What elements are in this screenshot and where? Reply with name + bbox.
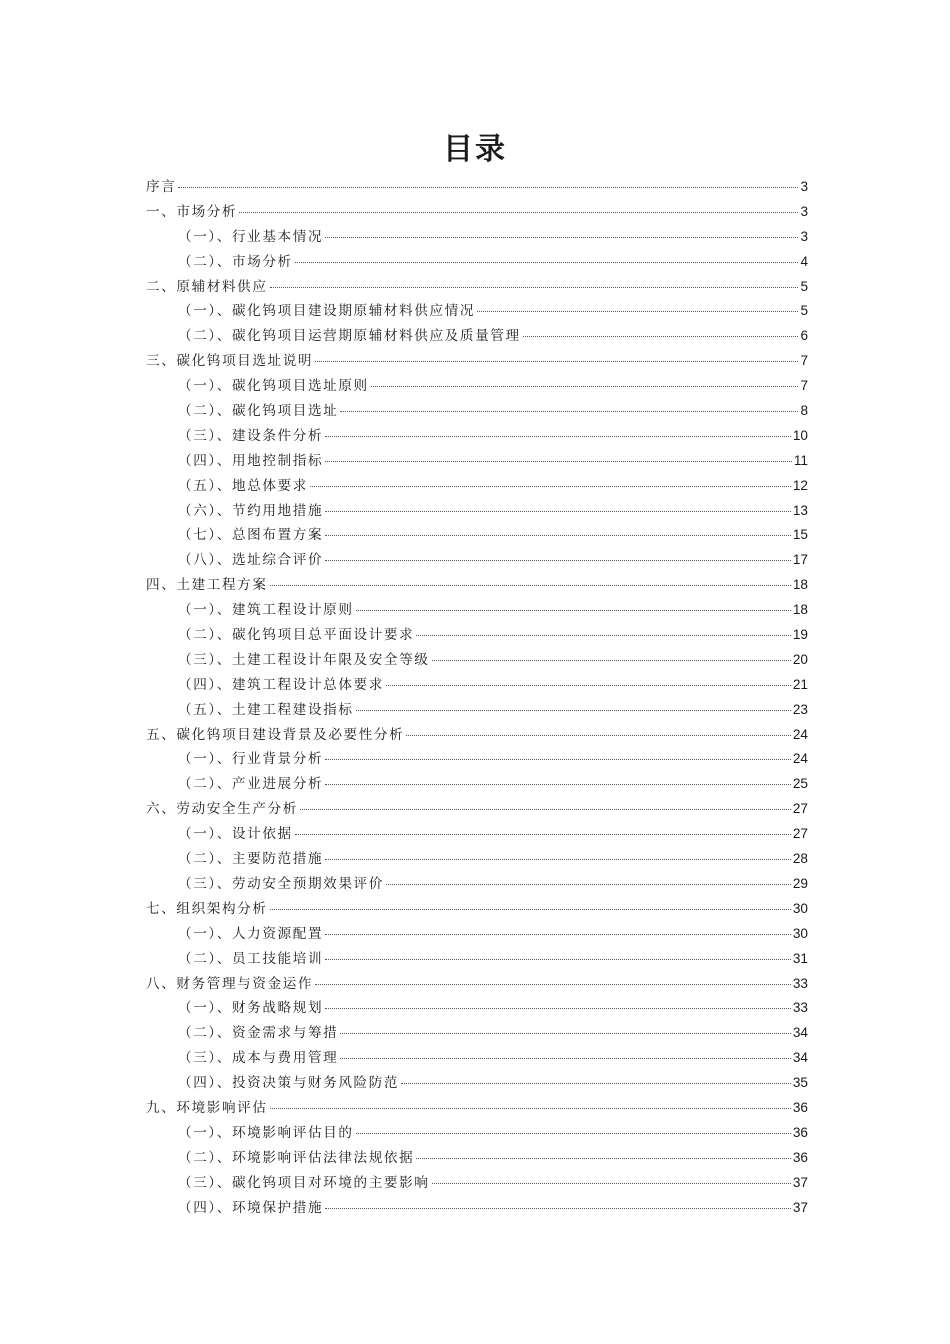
toc-subentry[interactable] (146, 1071, 808, 1096)
toc-dot-leader (315, 361, 798, 362)
toc-dot-leader (386, 884, 791, 885)
toc-entry-label: （四）、投资决策与财务风险防范 (178, 1075, 400, 1092)
toc-entry-label: （八）、选址综合评价 (178, 552, 324, 569)
toc-dot-leader (325, 934, 791, 935)
toc-page-number: 8 (800, 403, 808, 419)
toc-subentry[interactable] (146, 424, 808, 449)
toc-dot-leader (325, 237, 798, 238)
toc-dot-leader (325, 959, 791, 960)
toc-entry[interactable] (146, 275, 808, 300)
toc-entry-label: （一）、设计依据 (178, 826, 293, 843)
toc-subentry[interactable] (146, 299, 808, 324)
toc-page-number: 4 (800, 253, 808, 269)
toc-entry-label: （一）、碳化钨项目选址原则 (178, 378, 369, 395)
toc-page-number: 3 (800, 203, 808, 219)
toc-entry-label: （一）、人力资源配置 (178, 925, 324, 942)
toc-entry-label: 二、原辅材料供应 (146, 278, 268, 295)
toc-entry[interactable] (146, 349, 808, 374)
toc-dot-leader (178, 187, 798, 188)
toc-entry[interactable] (146, 897, 808, 922)
toc-dot-leader (401, 1083, 791, 1084)
toc-entry-label: 七、组织架构分析 (146, 900, 268, 917)
toc-entry-label: （一）、碳化钨项目建设期原辅材料供应情况 (178, 303, 476, 320)
toc-entry-label: （一）、环境影响评估目的 (178, 1124, 354, 1141)
toc-page-number: 34 (792, 1050, 808, 1066)
toc-subentry[interactable] (146, 772, 808, 797)
toc-page-number: 35 (792, 1075, 808, 1091)
toc-page-number: 13 (792, 502, 808, 518)
toc-entry[interactable] (146, 797, 808, 822)
toc-dot-leader (315, 984, 791, 985)
toc-dot-leader (325, 784, 791, 785)
toc-dot-leader (270, 585, 791, 586)
toc-page-number: 10 (792, 427, 808, 443)
toc-entry-label: （四）、建筑工程设计总体要求 (178, 676, 384, 693)
toc-page-number: 29 (792, 875, 808, 891)
toc-dot-leader (416, 1158, 791, 1159)
toc-subentry[interactable] (146, 922, 808, 947)
toc-entry-label: （三）、碳化钨项目对环境的主要影响 (178, 1174, 430, 1191)
toc-subentry[interactable] (146, 1046, 808, 1071)
toc-page-number: 37 (792, 1199, 808, 1215)
toc-entry-label: 五、碳化钨项目建设背景及必要性分析 (146, 726, 405, 743)
toc-entry-label: （六）、节约用地措施 (178, 502, 324, 519)
toc-dot-leader (371, 386, 799, 387)
toc-page-number: 6 (800, 328, 808, 344)
toc-page-number: 36 (792, 1149, 808, 1165)
toc-subentry[interactable] (146, 623, 808, 648)
toc-dot-leader (416, 635, 791, 636)
toc-subentry[interactable] (146, 1171, 808, 1196)
toc-entry-label: （五）、地总体要求 (178, 477, 308, 494)
toc-entry-label: （四）、用地控制指标 (178, 452, 324, 469)
toc-page-number: 31 (792, 950, 808, 966)
toc-dot-leader (523, 336, 799, 337)
toc-dot-leader (340, 1058, 791, 1059)
toc-dot-leader (295, 262, 799, 263)
toc-page-number: 7 (800, 378, 808, 394)
toc-page-number: 33 (792, 975, 808, 991)
toc-dot-leader (406, 735, 791, 736)
toc-subentry[interactable] (146, 225, 808, 250)
toc-page-number: 5 (800, 278, 808, 294)
toc-dot-leader (432, 1183, 791, 1184)
toc-entry-label: 四、土建工程方案 (146, 577, 268, 594)
toc-entry-label: 九、环境影响评估 (146, 1099, 268, 1116)
toc-page-number: 36 (792, 1099, 808, 1115)
toc-entry-label: 八、财务管理与资金运作 (146, 975, 314, 992)
toc-subentry[interactable] (146, 374, 808, 399)
toc-entry-label: （二）、环境影响评估法律法规依据 (178, 1149, 415, 1166)
toc-page-number: 18 (792, 602, 808, 618)
toc-entry[interactable] (146, 175, 808, 200)
toc-page-number: 36 (792, 1124, 808, 1140)
toc-entry-label: （二）、碳化钨项目选址 (178, 403, 339, 420)
toc-dot-leader (432, 660, 791, 661)
toc-subentry[interactable] (146, 449, 808, 474)
toc-entry[interactable] (146, 972, 808, 997)
toc-subentry[interactable] (146, 1146, 808, 1171)
toc-subentry[interactable] (146, 747, 808, 772)
toc-dot-leader (325, 759, 791, 760)
toc-page-number: 17 (792, 552, 808, 568)
toc-page-number: 27 (792, 801, 808, 817)
toc-entry[interactable] (146, 723, 808, 748)
toc-subentry[interactable] (146, 1196, 808, 1221)
toc-dot-leader (386, 685, 791, 686)
toc-entry-label: 三、碳化钨项目选址说明 (146, 353, 314, 370)
toc-page-number: 15 (792, 527, 808, 543)
toc-page-number: 24 (792, 751, 808, 767)
table-of-contents (146, 175, 808, 1220)
toc-subentry[interactable] (146, 399, 808, 424)
toc-entry[interactable] (146, 1096, 808, 1121)
toc-entry[interactable] (146, 573, 808, 598)
toc-dot-leader (356, 610, 791, 611)
toc-page-number: 7 (800, 353, 808, 369)
toc-subentry[interactable] (146, 598, 808, 623)
toc-subentry[interactable] (146, 548, 808, 573)
toc-subentry[interactable] (146, 822, 808, 847)
toc-entry-label: （五）、土建工程建设指标 (178, 701, 354, 718)
toc-subentry[interactable] (146, 474, 808, 499)
toc-subentry[interactable] (146, 499, 808, 524)
toc-entry-label: （三）、建设条件分析 (178, 427, 324, 444)
toc-dot-leader (239, 212, 798, 213)
toc-dot-leader (270, 287, 799, 288)
toc-page-number: 5 (800, 303, 808, 319)
toc-page-number: 30 (792, 925, 808, 941)
toc-dot-leader (477, 311, 798, 312)
toc-entry-label: （二）、碳化钨项目总平面设计要求 (178, 627, 415, 644)
toc-entry-label: 六、劳动安全生产分析 (146, 801, 298, 818)
toc-page-number: 37 (792, 1174, 808, 1190)
toc-entry-label: （二）、市场分析 (178, 253, 293, 270)
toc-page-number: 19 (792, 627, 808, 643)
toc-page-number: 21 (792, 676, 808, 692)
toc-entry-label: （三）、土建工程设计年限及安全等级 (178, 651, 430, 668)
toc-page-number: 28 (792, 851, 808, 867)
toc-subentry[interactable] (146, 996, 808, 1021)
toc-dot-leader (325, 511, 791, 512)
toc-dot-leader (270, 1108, 791, 1109)
toc-page-number: 12 (792, 477, 808, 493)
toc-subentry[interactable] (146, 648, 808, 673)
toc-page-number: 24 (792, 726, 808, 742)
toc-dot-leader (325, 1008, 791, 1009)
toc-subentry[interactable] (146, 872, 808, 897)
toc-page-number: 25 (792, 776, 808, 792)
toc-entry-label: （二）、碳化钨项目运营期原辅材料供应及质量管理 (178, 328, 521, 345)
toc-page-number: 33 (792, 1000, 808, 1016)
toc-page-number: 27 (792, 826, 808, 842)
toc-entry-label: 一、市场分析 (146, 203, 238, 220)
toc-page-number: 3 (800, 179, 808, 194)
toc-entry-label: （七）、总图布置方案 (178, 527, 324, 544)
toc-entry-label: （二）、资金需求与筹措 (178, 1025, 339, 1042)
toc-page-number: 30 (792, 900, 808, 916)
toc-subentry[interactable] (146, 673, 808, 698)
toc-entry-label: （二）、员工技能培训 (178, 950, 324, 967)
toc-subentry[interactable] (146, 1121, 808, 1146)
toc-entry-label: （一）、建筑工程设计原则 (178, 602, 354, 619)
toc-dot-leader (340, 1033, 791, 1034)
toc-dot-leader (356, 1133, 791, 1134)
toc-dot-leader (325, 461, 792, 462)
toc-dot-leader (340, 411, 798, 412)
toc-dot-leader (325, 560, 791, 561)
toc-subentry[interactable] (146, 947, 808, 972)
toc-page-number: 20 (792, 651, 808, 667)
toc-entry-label: （四）、环境保护措施 (178, 1199, 324, 1216)
toc-entry-label: （一）、财务战略规划 (178, 1000, 324, 1017)
toc-entry-label: 序言 (146, 179, 177, 195)
toc-subentry[interactable] (146, 698, 808, 723)
toc-dot-leader (300, 809, 791, 810)
toc-page-number: 34 (792, 1025, 808, 1041)
toc-page-number: 18 (792, 577, 808, 593)
page-title: 目录 (443, 132, 507, 167)
toc-dot-leader (295, 834, 791, 835)
toc-entry-label: （一）、行业背景分析 (178, 751, 324, 768)
toc-subentry[interactable] (146, 250, 808, 275)
toc-entry-label: （三）、成本与费用管理 (178, 1050, 339, 1067)
toc-dot-leader (310, 486, 791, 487)
toc-page-number: 11 (793, 452, 808, 468)
toc-entry[interactable] (146, 200, 808, 225)
toc-subentry[interactable] (146, 1021, 808, 1046)
toc-dot-leader (325, 1208, 791, 1209)
toc-entry-label: （二）、产业进展分析 (178, 776, 324, 793)
toc-entry-label: （三）、劳动安全预期效果评价 (178, 875, 384, 892)
toc-subentry[interactable] (146, 324, 808, 349)
toc-subentry[interactable] (146, 847, 808, 872)
toc-page-number: 23 (792, 701, 808, 717)
toc-dot-leader (325, 859, 791, 860)
toc-dot-leader (356, 710, 791, 711)
toc-dot-leader (325, 535, 791, 536)
toc-entry-label: （一）、行业基本情况 (178, 228, 324, 245)
toc-entry-label: （二）、主要防范措施 (178, 851, 324, 868)
toc-page-number: 3 (800, 228, 808, 244)
toc-dot-leader (270, 909, 791, 910)
toc-dot-leader (325, 436, 791, 437)
toc-subentry[interactable] (146, 523, 808, 548)
